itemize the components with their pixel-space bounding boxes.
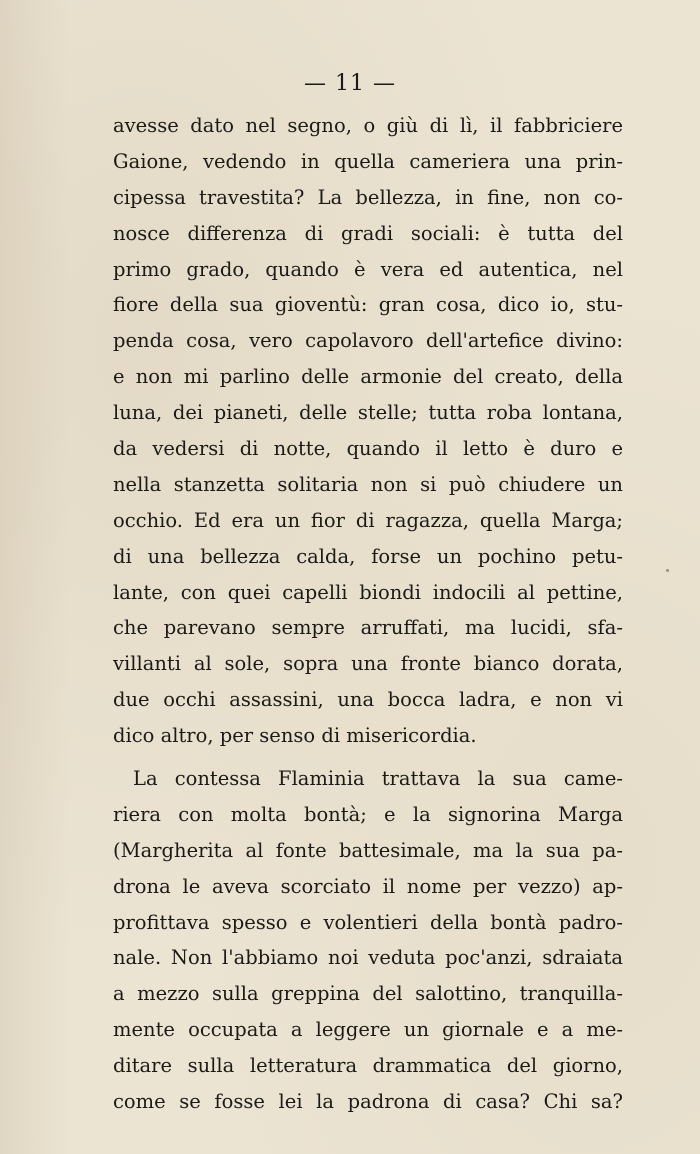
text-line: come se fosse lei la padrona di casa? Chi sa? — [113, 1090, 623, 1114]
paragraph-2 — [113, 761, 623, 1120]
text-line: ditare sulla letteratura drammatica del giorno, — [113, 1054, 623, 1078]
text-line: primo grado, quando è vera ed autentica, nel — [113, 257, 623, 281]
page-number: — 11 — — [304, 71, 396, 96]
text-line: profittava spesso e volentieri della bontà padro- — [113, 910, 623, 934]
text-line: (Margherita al fonte battesimale, ma la sua pa- — [113, 838, 623, 862]
text-line: villanti al sole, sopra una fronte bianco dorata, — [113, 652, 623, 676]
text-line: Gaione, vedendo in quella cameriera una prin- — [113, 149, 623, 173]
text-line: e non mi parlino delle armonie del creato, della — [113, 365, 623, 389]
text-line: riera con molta bontà; e la signorina Marga — [113, 802, 623, 826]
text-line: lante, con quei capelli biondi indocili al pettine, — [113, 580, 623, 604]
text-line: nosce differenza di gradi sociali: è tutta del — [113, 221, 623, 245]
text-line: dico altro, per senso di misericordia. — [113, 724, 477, 748]
text-line: drona le aveva scorciato il nome per vezzo) ap- — [113, 874, 623, 898]
text-line: a mezzo sulla greppina del salottino, tranquilla- — [113, 982, 623, 1006]
text-line: avesse dato nel segno, o giù di lì, il fabbriciere — [113, 114, 623, 137]
text-line: di una bellezza calda, forse un pochino petu- — [113, 544, 623, 568]
paragraph-1 — [113, 108, 623, 754]
paragraph-gap — [113, 754, 623, 761]
text-line: occhio. Ed era un fior di ragazza, quella Marga; — [113, 508, 623, 532]
text-line: penda cosa, vero capolavoro dell'artefice divino: — [113, 329, 623, 353]
text-line: nella stanzetta solitaria non si può chiudere un — [113, 472, 623, 496]
text-line: La contessa Flaminia trattava la sua came- — [133, 767, 623, 791]
body-text — [113, 108, 623, 1120]
text-line: mente occupata a leggere un giornale e a me- — [113, 1018, 623, 1042]
text-line: luna, dei pianeti, delle stelle; tutta roba lontana, — [113, 401, 623, 425]
text-line: nale. Non l'abbiamo noi veduta poc'anzi, sdraiata — [113, 946, 623, 970]
paper-speck — [666, 569, 669, 572]
text-line: due occhi assassini, una bocca ladra, e non vi — [113, 688, 623, 712]
text-line: che parevano sempre arruffati, ma lucidi, sfa- — [113, 616, 623, 640]
text-line: cipessa travestita? La bellezza, in fine, non co- — [113, 185, 623, 209]
text-line: da vedersi di notte, quando il letto è duro e — [113, 437, 623, 461]
text-line: fiore della sua gioventù: gran cosa, dico io, stu- — [113, 293, 623, 317]
